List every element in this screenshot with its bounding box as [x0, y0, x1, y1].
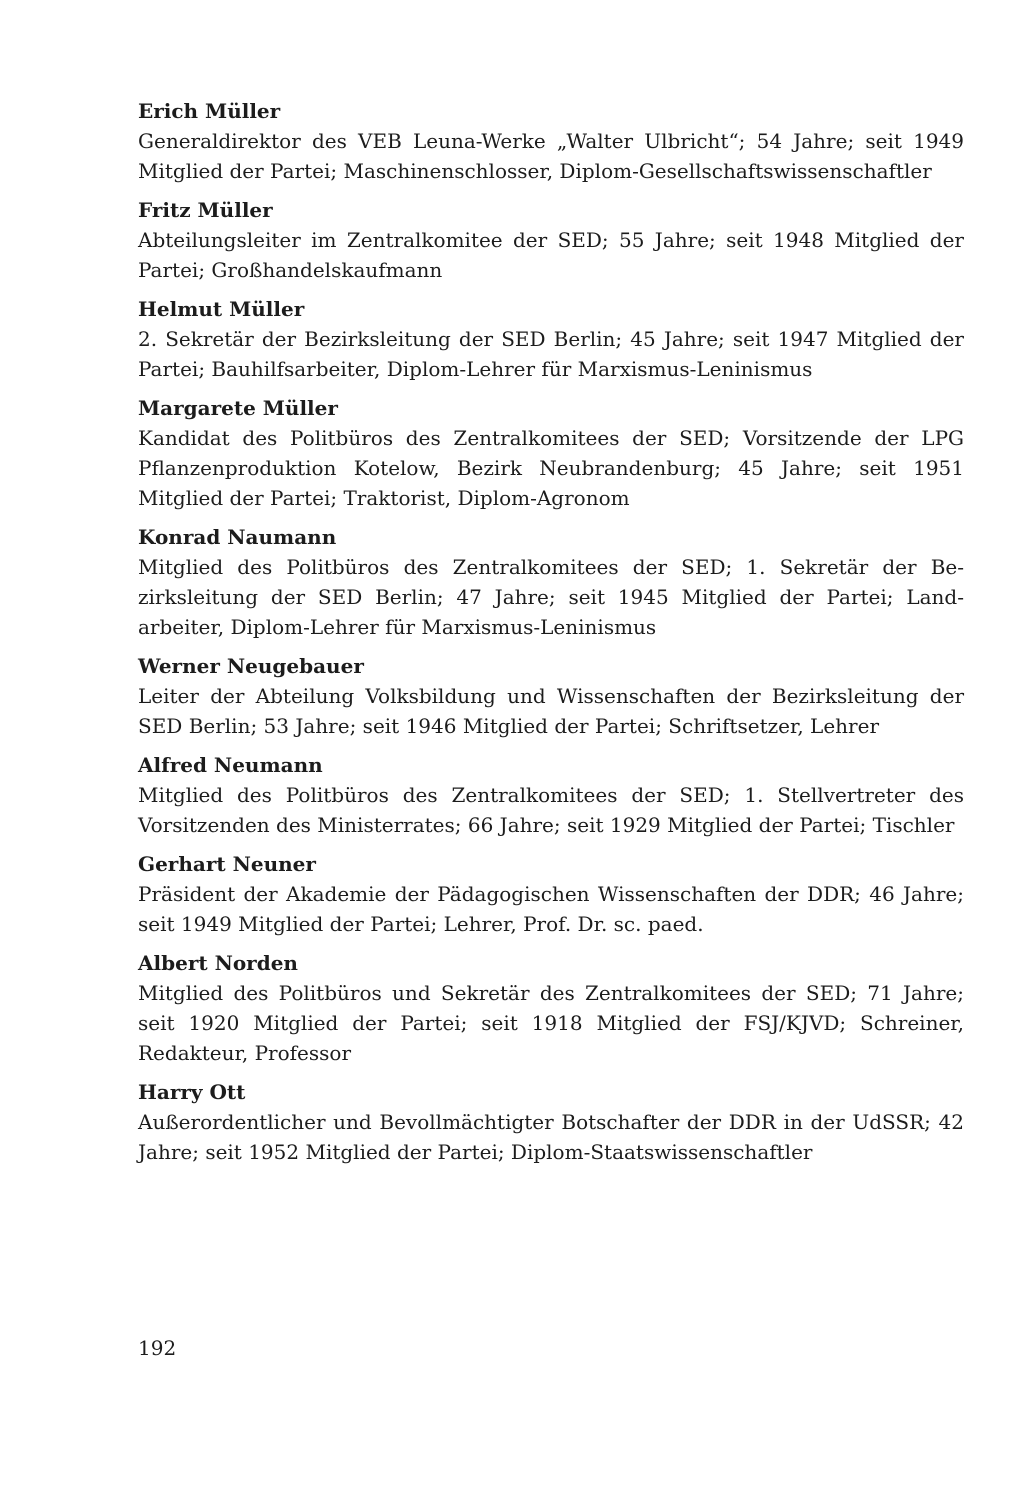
entry-gerhart-neuner — [138, 849, 964, 939]
entry-name: Erich Müller — [138, 99, 281, 123]
entry-description: Leiter der Abteilung Volksbildung und Wissenschaften der Bezirksleitung der SED Berlin; 53 Jahre; seit 1946 Mitglied der Partei; Schriftsetzer, Lehrer — [138, 684, 964, 738]
entry-name: Gerhart Neuner — [138, 852, 316, 876]
entry-albert-norden — [138, 948, 964, 1068]
entry-description: Mitglied des Politbüros und Sekretär des Zentralkomitees der SED; 71 Jahre; seit 1920 Mitglied der Partei; seit 1918 Mitglied der FSJ/KJVD; Schreiner, Redakteur, Professor — [138, 981, 964, 1065]
entry-description: Mitglied des Politbüros des Zentralkomitees der SED; 1. Sekretär der Bezirksleitung der SED Berlin; 47 Jahre; seit 1945 Mitglied der Partei; Landarbeiter, Diplom-Lehrer für Marxismus-Leninismus — [138, 555, 964, 639]
entry-werner-neugebauer — [138, 651, 964, 741]
entry-harry-ott — [138, 1077, 964, 1167]
entry-name: Harry Ott — [138, 1080, 246, 1104]
page-number: 192 — [138, 1336, 177, 1360]
entry-description: Generaldirektor des VEB Leuna-Werke „Walter Ulbricht“; 54 Jahre; seit 1949 Mitglied der Partei; Maschinenschlosser, Diplom-Gesellschaftswissenschaftler — [138, 129, 964, 183]
entry-description: Mitglied des Politbüros des Zentralkomitees der SED; 1. Stellvertreter des Vorsitzenden des Ministerrates; 66 Jahre; seit 1929 Mitglied der Partei; Tischler — [138, 783, 964, 837]
document-page — [138, 96, 964, 1176]
entry-description: Kandidat des Politbüros des Zentralkomitees der SED; Vorsitzende der LPG Pflanzenproduktion Kotelow, Bezirk Neubrandenburg; 45 Jahre; seit 1951 Mitglied der Partei; Traktorist, Diplom-Agronom — [138, 426, 964, 510]
entry-description: Präsident der Akademie der Pädagogischen Wissenschaften der DDR; 46 Jahre; seit 1949 Mitglied der Partei; Lehrer, Prof. Dr. sc. paed. — [138, 882, 964, 936]
entry-name: Fritz Müller — [138, 198, 273, 222]
entry-description: 2. Sekretär der Bezirksleitung der SED Berlin; 45 Jahre; seit 1947 Mitglied der Partei; Bauhilfsarbeiter, Diplom-Lehrer für Marxismus-Leninismus — [138, 327, 964, 381]
entry-fritz-mueller — [138, 195, 964, 285]
entry-name: Helmut Müller — [138, 297, 305, 321]
entry-name: Albert Norden — [138, 951, 298, 975]
entry-name: Werner Neugebauer — [138, 654, 364, 678]
entry-erich-mueller — [138, 96, 964, 186]
entry-description: Außerordentlicher und Bevollmächtigter Botschafter der DDR in der UdSSR; 42 Jahre; seit 1952 Mitglied der Partei; Diplom-Staatswissenschaftler — [138, 1110, 964, 1164]
entry-margarete-mueller — [138, 393, 964, 513]
entry-name: Konrad Naumann — [138, 525, 337, 549]
entry-alfred-neumann — [138, 750, 964, 840]
entry-name: Alfred Neumann — [138, 753, 323, 777]
entry-helmut-mueller — [138, 294, 964, 384]
entry-name: Margarete Müller — [138, 396, 338, 420]
entry-konrad-naumann — [138, 522, 964, 642]
entry-description: Abteilungsleiter im Zentralkomitee der SED; 55 Jahre; seit 1948 Mitglied der Partei; Großhandelskaufmann — [138, 228, 964, 282]
